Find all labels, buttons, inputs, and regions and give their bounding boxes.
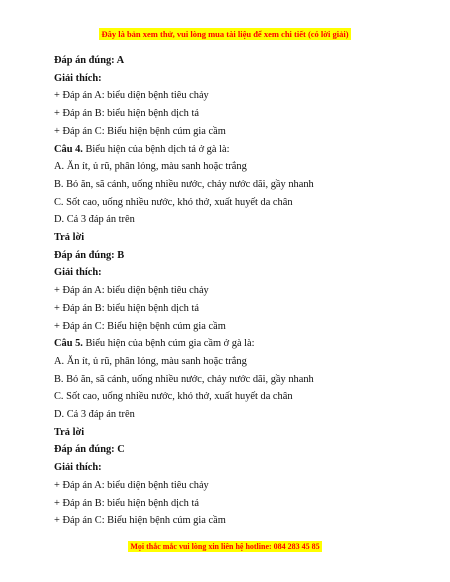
explanation-item: + Đáp án B: biểu hiện bệnh dịch tả [54,497,199,509]
answer-line: Đáp án đúng: B [54,249,125,261]
explanation-item: + Đáp án C: Biểu hiện bệnh cúm gia cầm [54,515,226,527]
answer-line: Đáp án đúng: A [54,55,125,66]
explanation-title: Giải thích: [54,462,102,474]
document-body [54,52,410,530]
hotline-text: Mọi thắc mắc vui lòng xin liên hệ hotline: 084 283 45 85 [130,542,320,551]
question-text: Biểu hiện của bệnh cúm gia cầm ở gà là: [82,338,255,350]
explanation-item: + Đáp án A: biểu diện bệnh tiêu chảy [54,285,209,297]
option-a: A. Ăn ít, ủ rũ, phân lỏng, màu sanh hoặc trắng [54,355,247,367]
option-c: C. Sốt cao, uống nhiều nước, khó thở, xuất huyết da chân [54,391,293,403]
answer-line: Đáp án đúng: C [54,444,125,456]
hotline-footer [0,536,450,554]
option-b: B. Bỏ ăn, sã cánh, uống nhiều nước, chảy nước dãi, gầy nhanh [54,373,314,385]
explanation-item: + Đáp án C: Biểu hiện bệnh cúm gia cầm [54,320,226,332]
explanation-item: + Đáp án B: biểu hiện bệnh dịch tả [54,108,199,120]
question-label: Câu 5. [54,338,83,350]
explanation-title: Giải thích: [54,72,102,84]
explanation-item: + Đáp án A: biểu diện bệnh tiêu chảy [54,90,209,102]
option-d: D. Cả 3 đáp án trên [54,409,135,421]
option-d: D. Cả 3 đáp án trên [54,214,135,226]
question-4 [54,141,410,159]
option-a: A. Ăn ít, ủ rũ, phân lỏng, màu sanh hoặc trắng [54,161,247,173]
explanation-title: Giải thích: [54,267,102,279]
question-label: Câu 4. [54,143,83,155]
option-c: C. Sốt cao, uống nhiều nước, khó thở, xuất huyết da chân [54,196,293,208]
explanation-item: + Đáp án C: Biểu hiện bệnh cúm gia cầm [54,125,226,137]
question-text: Biểu hiện của bệnh dịch tả ở gà là: [82,143,230,155]
explanation-item: + Đáp án B: biểu hiện bệnh dịch tả [54,302,199,314]
question-5 [54,335,410,353]
option-b: B. Bỏ ăn, sã cánh, uống nhiều nước, chảy nước dãi, gầy nhanh [54,178,314,190]
preview-notice-banner [0,24,450,42]
reply-heading: Trả lời [54,232,85,244]
reply-heading: Trả lời [54,426,85,438]
preview-notice-text: Đây là bản xem thử, vui lòng mua tài liệu để xem chi tiết (có lời giải) [101,29,349,39]
explanation-item: + Đáp án A: biểu diện bệnh tiêu chảy [54,479,209,491]
